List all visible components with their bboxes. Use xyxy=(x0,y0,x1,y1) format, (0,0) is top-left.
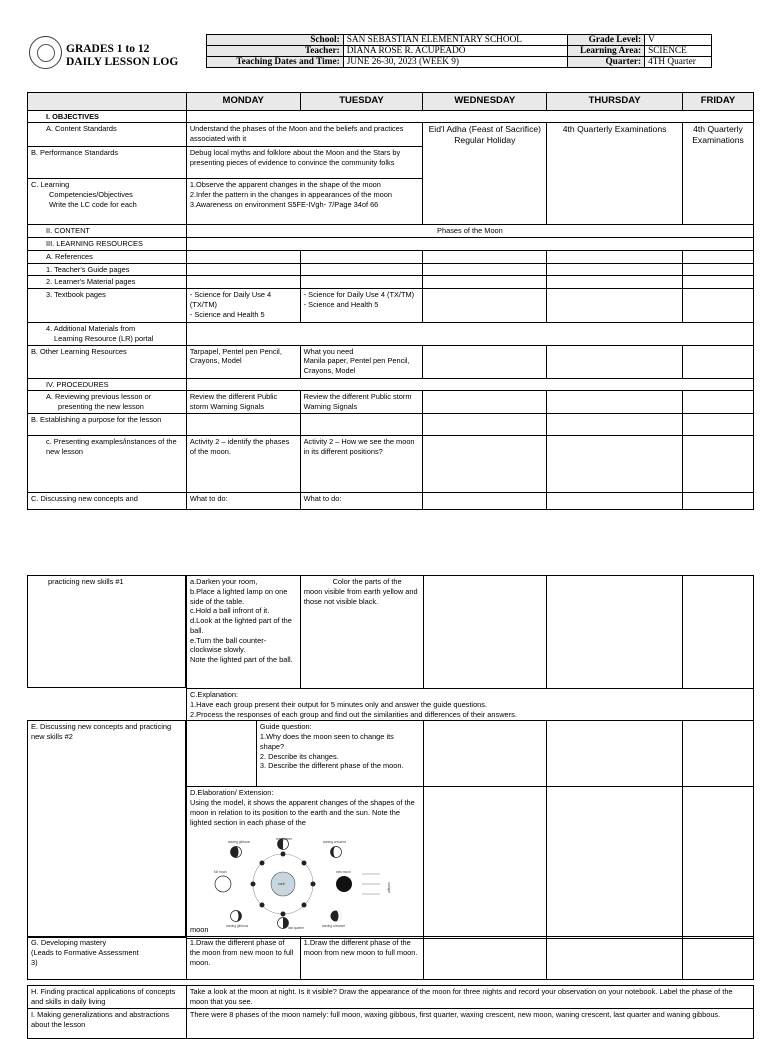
learning-competencies-label xyxy=(28,179,187,225)
learning-resources-empty xyxy=(186,238,753,251)
lc-item-3: 3.Awareness on environment S5FE-IVgh- 7/Page 34of 66 xyxy=(189,199,379,209)
what-to-do-mon: What to do: xyxy=(186,492,300,509)
moon-phases-diagram xyxy=(190,838,410,930)
discussing2-label: E. Discussing new concepts and practicing new skills #2 xyxy=(27,720,186,938)
teacher-label: Teacher: xyxy=(207,46,344,57)
lc-label-3: Write the LC code for each xyxy=(49,199,137,209)
label-new-moon: new moon xyxy=(336,870,351,874)
other-resources-label: B. Other Learning Resources xyxy=(28,345,187,378)
dates-value: JUNE 26-30, 2023 (WEEK 9) xyxy=(343,57,567,68)
procedures-label: IV. PROCEDURES xyxy=(28,378,187,391)
title-line-2: DAILY LESSON LOG xyxy=(66,56,179,68)
reviewing-line-1: A. Reviewing previous lesson or xyxy=(46,392,152,402)
thursday-exam: 4th Quarterly Examinations xyxy=(547,123,683,225)
references-label: A. References xyxy=(28,250,187,263)
label-waxing-crescent: waxing crescent xyxy=(323,840,346,844)
reviewing-label xyxy=(28,391,187,414)
lc-item-1: 1.Observe the apparent changes in the shape of the moon xyxy=(189,180,381,190)
finding-text: Take a look at the moon at night. Is it visible? Draw the appearance of the moon for three nights and record your observation on your notebook. Label the phase of the moon that you see. xyxy=(186,986,753,1009)
additional-line-2: Learning Resource (LR) portal xyxy=(54,333,154,343)
other-resources-tue: What you need Manila paper, Pentel pen Pencil, Crayons, Model xyxy=(300,345,423,378)
school-label: School: xyxy=(207,35,344,46)
content-label: II. CONTENT xyxy=(28,225,187,238)
label-full-moon: full moon xyxy=(214,870,227,874)
content-standards-mon: Understand the phases of the Moon and the beliefs and practices associated with it xyxy=(186,123,423,147)
developing-tue: 1.Draw the different phase of the moon from new moon to full moon. xyxy=(300,937,423,980)
establishing-label: B. Establishing a purpose for the lesson xyxy=(28,413,187,435)
steps-mon: a.Darken your room, b.Place a lighted lamp on one side of the table. c.Hold a ball infront of it. d.Look at the lighted part of the ball. e.Turn the ball counter-clockwise slowly. Note the lighted part of the ball. xyxy=(187,576,301,689)
textbook-tue: - Science for Daily Use 4 (TX/TM) - Science and Health 5 xyxy=(300,289,423,323)
textbook-mon: - Science for Daily Use 4 (TX/TM) - Science and Health 5 xyxy=(186,289,300,323)
making-text: There were 8 phases of the moon namely: full moon, waxing gibbous, first quarter, waxing crescent, new moon, waning crescent, last quarter and waning gibbous. xyxy=(186,1009,753,1039)
label-first-quarter: first quarter xyxy=(276,838,293,841)
reviewing-tue: Review the different Public storm Warning Signals xyxy=(300,391,423,414)
learning-resources-label: III. LEARNING RESOURCES xyxy=(28,238,187,251)
area-label: Learning Area: xyxy=(568,46,645,57)
quarter-label: Quarter: xyxy=(568,57,645,68)
quarter-value: 4TH Quarter xyxy=(645,57,712,68)
reviewing-mon: Review the different Public storm Warning Signals xyxy=(186,391,300,414)
area-value: SCIENCE xyxy=(645,46,712,57)
sunlight-arrows xyxy=(362,874,380,894)
lesson-table xyxy=(27,92,754,510)
learners-material-label: 2. Learner's Material pages xyxy=(28,276,187,289)
content-value: Phases of the Moon xyxy=(186,225,753,238)
explanation: C.Explanation: 1.Have each group present their output for 5 minutes only and answer the guide questions. 2.Process the responses of each group and find out the similarities and differences of their answers. xyxy=(187,689,754,721)
label-earth: earth xyxy=(278,882,286,886)
making-label: I. Making generalizations and abstractions about the lesson xyxy=(28,1009,187,1039)
performance-standards-label: B. Performance Standards xyxy=(28,147,187,179)
objectives-empty xyxy=(186,110,753,123)
grade-value: V xyxy=(645,35,712,46)
lc-item-2: 2.Infer the pattern in the changes in appearances of the moon xyxy=(189,190,392,200)
label-last-quarter: last quarter xyxy=(288,926,304,930)
label-sunlight: sunlight xyxy=(387,882,391,893)
log-title xyxy=(66,43,206,69)
elaboration-text: D.Elaboration/ Extension: Using the model, it shows the apparent changes of the shapes of the moon in relation to its position to the earth and the sun. Note the lighted section in each phase of the xyxy=(190,788,415,827)
content-standards-label: A. Content Standards xyxy=(28,123,187,147)
label-waxing-gibbous: waxing gibbous xyxy=(228,840,250,844)
day-thursday: THURSDAY xyxy=(547,93,683,111)
what-to-do-tue: What to do: xyxy=(300,492,423,509)
day-wednesday: WEDNESDAY xyxy=(423,93,547,111)
presenting-mon: Activity 2 – identify the phases of the moon. xyxy=(186,435,300,492)
dates-label: Teaching Dates and Time: xyxy=(207,57,344,68)
day-friday: FRIDAY xyxy=(682,93,753,111)
reviewing-line-2: presenting the new lesson xyxy=(58,402,144,412)
guide-questions: Guide question: 1.Why does the moon seen to change its shape? 2. Describe its changes. 3. Describe the different phase of the moon. xyxy=(256,721,423,787)
grade-label: Grade Level: xyxy=(568,35,645,46)
wednesday-holiday: Eid'l Adha (Feast of Sacrifice) Regular Holiday xyxy=(423,123,547,225)
title-line-1: GRADES 1 to 12 xyxy=(66,43,150,55)
developing-label: G. Developing mastery (Leads to Formative Assessment 3) xyxy=(28,937,187,980)
guide-spacer xyxy=(187,721,257,787)
discussing1-label: C. Discussing new concepts and xyxy=(28,492,187,509)
corner-cell xyxy=(28,93,187,111)
color-tue: Color the parts of the moon visible from earth yellow and those not visible black. xyxy=(300,576,423,689)
presenting-tue: Activity 2 – How we see the moon in its different positions? xyxy=(300,435,423,492)
presenting-label: c. Presenting examples/instances of the new lesson xyxy=(28,435,187,492)
practicing1-label: practicing new skills #1 xyxy=(27,575,186,688)
lc-label-2: Competencies/Objectives xyxy=(49,190,133,200)
day-monday: MONDAY xyxy=(186,93,300,111)
additional-materials-empty xyxy=(186,323,753,346)
lc-label-1: C. Learning xyxy=(31,180,70,190)
additional-line-1: 4. Additional Materials from xyxy=(46,324,136,334)
header-info-table xyxy=(206,34,712,68)
finding-label: H. Finding practical applications of concepts and skills in daily living xyxy=(28,986,187,1009)
textbook-label: 3. Textbook pages xyxy=(28,289,187,323)
moon-word: moon xyxy=(190,925,209,935)
day-header-row xyxy=(28,93,754,111)
school-value: SAN SEBASTIAN ELEMENTARY SCHOOL xyxy=(343,35,567,46)
label-waning-gibbous: waning gibbous xyxy=(226,924,249,928)
deped-seal xyxy=(29,36,62,69)
other-resources-mon: Tarpapel, Pentel pen Pencil, Crayons, Model xyxy=(186,345,300,378)
objectives-label: I. OBJECTIVES xyxy=(28,110,187,123)
additional-materials-label xyxy=(28,323,187,346)
developing-mon: 1.Draw the different phase of the moon from new moon to full moon. xyxy=(186,937,300,980)
teacher-value: DIANA ROSE R. ACUPEADO xyxy=(343,46,567,57)
teachers-guide-label: 1. Teacher's Guide pages xyxy=(28,263,187,276)
label-waning-crescent: waning crescent xyxy=(322,924,346,928)
procedures-empty xyxy=(186,378,753,391)
learning-competencies-mon xyxy=(186,179,423,225)
friday-exam: 4th Quarterly Examinations xyxy=(682,123,753,225)
performance-standards-mon: Debug local myths and folklore about the Moon and the Stars by presenting pieces of evidence to convince the community folks xyxy=(186,147,423,179)
day-tuesday: TUESDAY xyxy=(300,93,423,111)
